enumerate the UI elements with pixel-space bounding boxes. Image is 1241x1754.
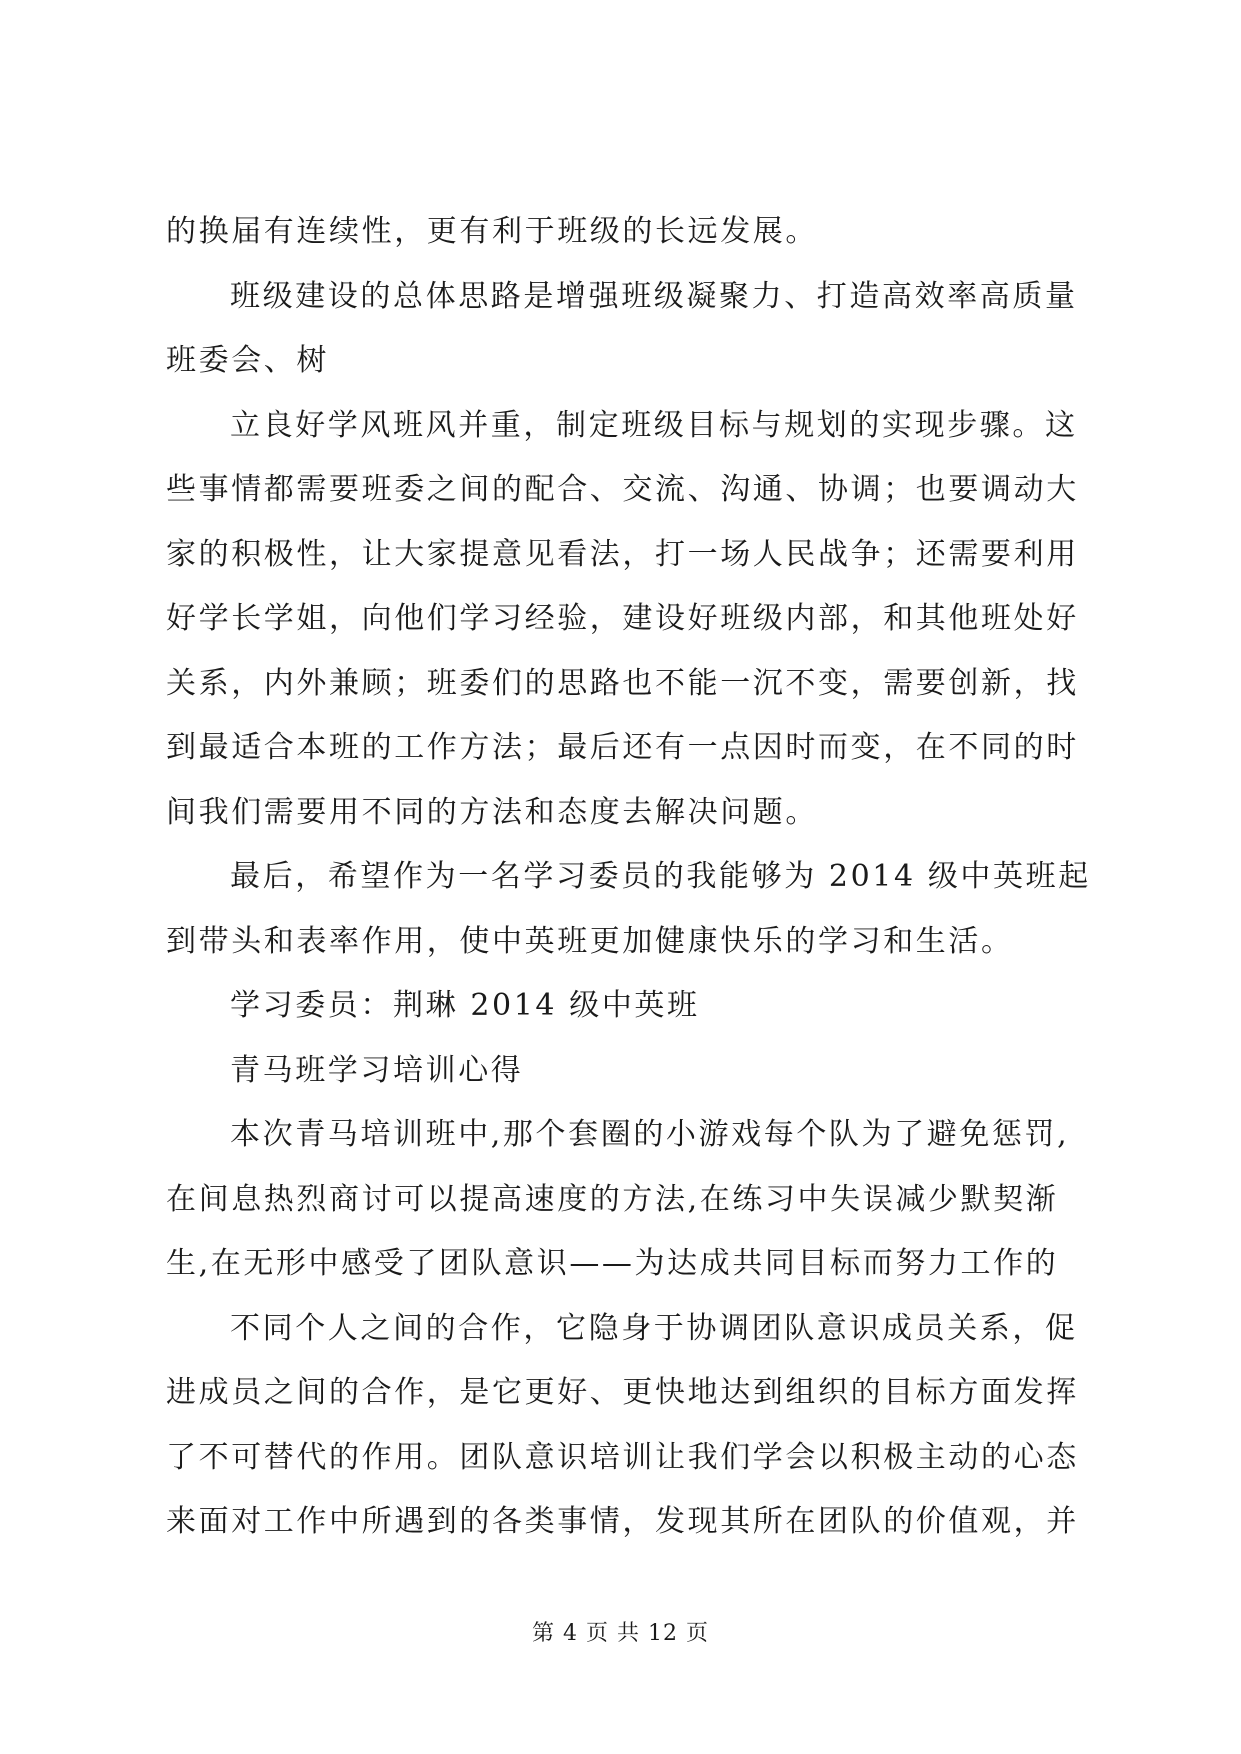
paragraph: [166, 1297, 1086, 1555]
text-line: 些事情都需要班委之间的配合、交流、沟通、协调；也要调动大: [166, 472, 1079, 507]
text-line: 了不可替代的作用。团队意识培训让我们学会以积极主动的心态: [166, 1439, 1079, 1475]
text-line: 关系，内外兼顾；班委们的思路也不能一沉不变，需要创新，找: [166, 665, 1079, 701]
page-footer: 第 4 页 共 12 页: [532, 1621, 709, 1646]
paragraph: [166, 1039, 1086, 1104]
text-line: 立良好学风班风并重，制定班级目标与规划的实现步骤。这: [230, 407, 1078, 443]
text-line: 生,在无形中感受了团队意识——为达成共同目标而努力工作的: [166, 1246, 1059, 1281]
text-line: 青马班学习培训心得: [230, 1052, 524, 1088]
text-line: 进成员之间的合作，是它更好、更快地达到组织的目标方面发挥: [166, 1375, 1079, 1410]
text-line: 好学长学姐，向他们学习经验，建设好班级内部，和其他班处好: [166, 601, 1079, 636]
paragraph: [166, 265, 1086, 394]
text-line: 来面对工作中所遇到的各类事情，发现其所在团队的价值观，并: [166, 1504, 1079, 1539]
text-line: 班委会、树: [166, 343, 329, 378]
text-line: 家的积极性，让大家提意见看法，打一场人民战争；还需要利用: [166, 536, 1079, 572]
text-line: 班级建设的总体思路是增强班级凝聚力、打造高效率高质量: [230, 278, 1078, 314]
text-line: 到带头和表率作用，使中英班更加健康快乐的学习和生活。: [166, 923, 1014, 959]
paragraph: [166, 394, 1086, 846]
paragraph: [166, 1103, 1086, 1297]
text-line: 在间息热烈商讨可以提高速度的方法,在练习中失误减少默契渐: [166, 1181, 1059, 1217]
paragraph: [166, 845, 1091, 974]
document-body: [166, 200, 1091, 1555]
text-line: 的换届有连续性，更有利于班级的长远发展。: [166, 214, 818, 249]
text-line: 最后，希望作为一名学习委员的我能够为 2014 级中英班起: [230, 859, 1091, 894]
text-line: 间我们需要用不同的方法和态度去解决问题。: [166, 794, 818, 830]
text-line: 到最适合本班的工作方法；最后还有一点因时而变，在不同的时: [166, 730, 1079, 765]
paragraph: [166, 974, 1086, 1039]
paragraph: [166, 200, 1086, 265]
text-line: 本次青马培训班中,那个套圈的小游戏每个队为了避免惩罚,: [230, 1117, 1070, 1152]
text-line: 不同个人之间的合作，它隐身于协调团队意识成员关系，促: [230, 1310, 1078, 1346]
text-line: 学习委员：荆琳 2014 级中英班: [230, 988, 700, 1023]
